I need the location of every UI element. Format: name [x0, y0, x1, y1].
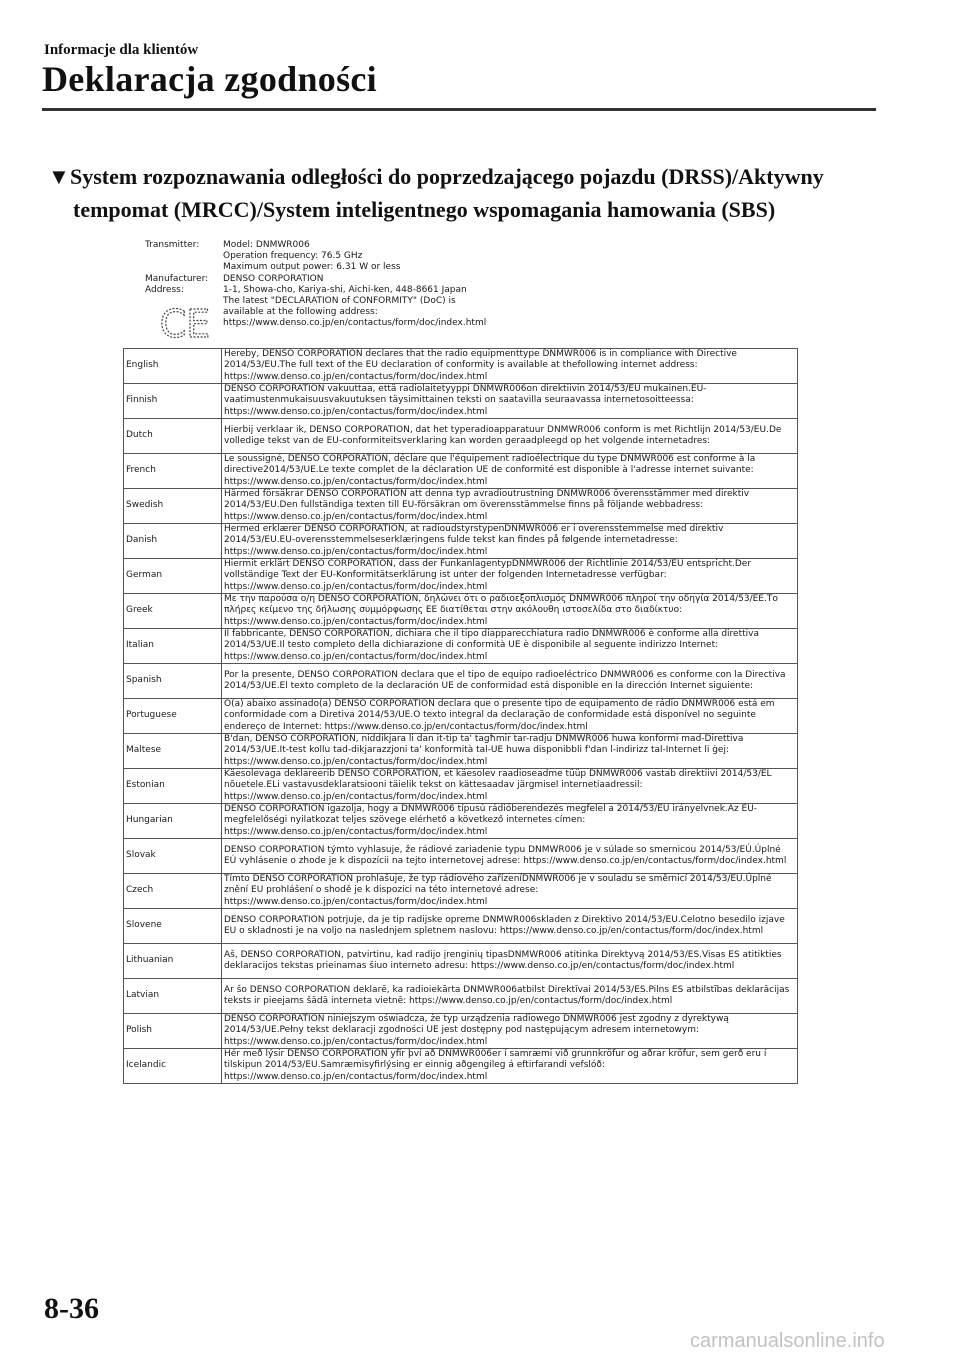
language-cell: Lithuanian — [124, 944, 222, 979]
declaration-text-cell: DENSO CORPORATION potrjuje, da je tip radijske opreme DNMWR006skladen z Direktivo 2014/53/EU.Celotno besedilo izjave EU o skladnosti je na voljo na naslednjem spletnem naslovu: https://www.denso.co.jp/en/contactus/form/doc/index.html — [222, 909, 798, 944]
language-cell: Finnish — [124, 384, 222, 419]
language-cell: Czech — [124, 874, 222, 909]
table-row — [124, 804, 798, 839]
table-row — [124, 1014, 798, 1049]
transmitter-label: Address: — [145, 284, 184, 295]
header-subtitle: Informacje dla klientów — [44, 42, 199, 58]
declaration-text-cell: Tímto DENSO CORPORATION prohlašuje, že typ rádiového zařízeníDNMWR006 je v souladu se směrnicí 2014/53/EU.Úplné znění EU prohlášení o shodě je k dispozici na této internetové adrese: https://www.denso.co.jp/en/contactus/form/doc/index.html — [222, 874, 798, 909]
language-cell: Danish — [124, 524, 222, 559]
language-cell: German — [124, 559, 222, 594]
transmitter-value: available at the following address: — [223, 307, 378, 318]
table-row — [124, 1049, 798, 1084]
page-title: Deklaracja zgodności — [42, 59, 377, 99]
transmitter-row — [145, 285, 486, 296]
section-heading-line1: System rozpoznawania odległości do poprzedzającego pojazdu (DRSS)/Aktywny — [70, 164, 824, 189]
table-row — [124, 559, 798, 594]
declaration-text-cell: DENSO CORPORATION vakuuttaa, että radiolaitetyyppi DNMWR006on direktiivin 2014/53/EU mukainen.EU-vaatimustenmukaisuusvakuutuksen täysimittainen teksti on saatavilla seuraavassa internetosoitteessa: https://www.denso.co.jp/en/contactus/form/doc/index.html — [222, 384, 798, 419]
language-cell: Greek — [124, 594, 222, 629]
language-cell: Italian — [124, 629, 222, 664]
table-row — [124, 839, 798, 874]
declaration-text-cell: Il fabbricante, DENSO CORPORATION, dichiara che il tipo diapparecchiatura radio DNMWR006 è conforme alla direttiva 2014/53/UE.Il testo completo della dichiarazione di conformità UE è disponibile al seguente indirizzo Internet: https://www.denso.co.jp/en/contactus/form/doc/index.html — [222, 629, 798, 664]
transmitter-value: Maximum output power: 6.31 W or less — [223, 262, 401, 273]
transmitter-value: Operation frequency: 76.5 GHz — [223, 251, 363, 262]
transmitter-label — [145, 262, 223, 273]
table-row — [124, 769, 798, 804]
table-row — [124, 524, 798, 559]
transmitter-value: DENSO CORPORATION — [223, 273, 324, 284]
ce-mark-text: CE — [160, 302, 210, 345]
declaration-text-cell: DENSO CORPORATION týmto vyhlasuje, že rádiové zariadenie typu DNMWR006 je v súlade so smernicou 2014/53/EÚ.Úplné EÚ vyhlásenie o zhode je k dispozícii na tejto internetovej adrese: https://www.denso.co.jp/en/contactus/form/doc/index.html — [222, 839, 798, 874]
table-row — [124, 979, 798, 1014]
table-row — [124, 664, 798, 699]
transmitter-label — [145, 251, 223, 262]
transmitter-label: Manufacturer: — [145, 273, 209, 284]
language-cell: Maltese — [124, 734, 222, 769]
declaration-table — [123, 348, 798, 1084]
declaration-text-cell: DENSO CORPORATION igazolja, hogy a DNMWR006 típusú rádióberendezés megfelel a 2014/53/EU irányelvnek.Az EU-megfelelőségi nyilatkozat teljes szövege elérhető a következő internetes címen: https://www.denso.co.jp/en/contactus/form/doc/index.html — [222, 804, 798, 839]
section-heading-line2: tempomat (MRCC)/System inteligentnego wspomagania hamowania (SBS) — [73, 197, 776, 222]
declaration-text-cell: Hierbij verklaar ik, DENSO CORPORATION, dat het typeradioapparatuur DNMWR006 conform is met Richtlijn 2014/53/EU.De volledige tekst van de EU-conformiteitsverklaring kan worden geraadpleegd op het volgende internetadres: — [222, 419, 798, 454]
ce-mark-icon — [160, 297, 210, 345]
declaration-text-cell: Με την παρούσα ο/η DENSO CORPORATION, δηλώνει ότι ο ραδιοεξοπλισμός DNMWR006 πληροί την οδηγία 2014/53/ΕΕ.Το πλήρες κείμενο της δήλωσης συμμόρφωσης ΕΕ διατίθεται στην ακόλουθη ιστοσελίδα στο διαδίκτυο: https://www.denso.co.jp/en/contactus/form/doc/index.html — [222, 594, 798, 629]
declaration-text-cell: Hiermit erklärt DENSO CORPORATION, dass der FunkanlagentypDNMWR006 der Richtlinie 2014/53/EU entspricht.Der vollständige Text der EU-Konformitätserklärung ist unter der folgenden Internetadresse verfügbar: https://www.denso.co.jp/en/contactus/form/doc/index.html — [222, 559, 798, 594]
transmitter-value: https://www.denso.co.jp/en/contactus/form/doc/index.html — [223, 318, 487, 329]
declaration-text-cell: Hér með lýsir DENSO CORPORATION yfir því að DNMWR006er í samræmi við grunnkröfur og aðrar kröfur, sem gerð eru í tilskipun 2014/53/EU.Samræmisyfirlýsing er einnig aðgengileg á eftirfarandi vefslóð: https://www.denso.co.jp/en/contactus/form/doc/index.html — [222, 1049, 798, 1084]
header-divider — [42, 108, 876, 111]
language-cell: Estonian — [124, 769, 222, 804]
language-cell: Hungarian — [124, 804, 222, 839]
declaration-text-cell: Por la presente, DENSO CORPORATION declara que el tipo de equipo radioeléctrico DNMWR006 es conforme con la Directiva 2014/53/UE.El texto completo de la declaración UE de conformidad está disponible en la dirección Internet siguiente: — [222, 664, 798, 699]
table-row — [124, 874, 798, 909]
table-row — [124, 699, 798, 734]
transmitter-row — [145, 251, 486, 262]
declaration-text-cell: Käesolevaga deklareerib DENSO CORPORATION, et käesolev raadioseadme tüüp DNMWR006 vastab direktiivi 2014/53/EL nõuetele.ELi vastavusdeklaratsiooni täielik tekst on kättesaadav järgmisel internetiaadressil: https://www.denso.co.jp/en/contactus/form/doc/index.html — [222, 769, 798, 804]
language-cell: French — [124, 454, 222, 489]
table-row — [124, 384, 798, 419]
language-cell: Portuguese — [124, 699, 222, 734]
language-cell: Icelandic — [124, 1049, 222, 1084]
transmitter-value: 1-1, Showa-cho, Kariya-shi, Aichi-ken, 448-8661 Japan — [223, 284, 467, 295]
table-row — [124, 909, 798, 944]
language-cell: Slovak — [124, 839, 222, 874]
transmitter-row — [145, 240, 486, 251]
language-cell: English — [124, 349, 222, 384]
transmitter-row — [145, 262, 486, 273]
declaration-text-cell: B'dan, DENSO CORPORATION, niddikjara li dan it-tip ta' tagħmir tar-radju DNMWR006 huwa konformi mad-Direttiva 2014/53/UE.It-test kollu tad-dikjarazzjoni ta' konformità tal-UE huwa disponibbli f'dan l-indirizz tal-Internet li ġej: https://www.denso.co.jp/en/contactus/form/doc/index.html — [222, 734, 798, 769]
transmitter-label: Transmitter: — [145, 240, 200, 250]
declaration-text-cell: Hereby, DENSO CORPORATION declares that the radio equipmenttype DNMWR006 is in compliance with Directive 2014/53/EU.The full text of the EU declaration of conformity is available at thefollowing internet address: https://www.denso.co.jp/en/contactus/form/doc/index.html — [222, 349, 798, 384]
triangle-marker-icon: ▼ — [48, 164, 70, 189]
language-cell: Latvian — [124, 979, 222, 1014]
table-row — [124, 454, 798, 489]
transmitter-row — [145, 274, 486, 285]
language-cell: Spanish — [124, 664, 222, 699]
declaration-text-cell: Hermed erklærer DENSO CORPORATION, at radioudstyrstypenDNMWR006 er i overensstemmelse med direktiv 2014/53/EU.EU-overensstemmelseserklæringens fulde tekst kan findes på følgende internetadresse: https://www.denso.co.jp/en/contactus/form/doc/index.html — [222, 524, 798, 559]
language-cell: Slovene — [124, 909, 222, 944]
language-cell: Polish — [124, 1014, 222, 1049]
page-number: 8-36 — [44, 1292, 99, 1325]
table-row — [124, 734, 798, 769]
transmitter-value: Model: DNMWR006 — [223, 240, 310, 250]
table-row — [124, 594, 798, 629]
declaration-text-cell: Ar šo DENSO CORPORATION deklarē, ka radioiekārta DNMWR006atbilst Direktīvai 2014/53/ES.Pilns ES atbilstības deklarācijas teksts ir pieejams šādā interneta vietnē: https://www.denso.co.jp/en/contactus/form/doc/index.html — [222, 979, 798, 1014]
table-row — [124, 349, 798, 384]
declaration-text-cell: Härmed försäkrar DENSO CORPORATION att denna typ avradioutrustning DNMWR006 överensstämmer med direktiv 2014/53/EU.Den fullständiga texten till EU-försäkran om överensstämmelse finns på följande webbadress: https://www.denso.co.jp/en/contactus/form/doc/index.html — [222, 489, 798, 524]
declaration-text-cell: Le soussigné, DENSO CORPORATION, déclare que l'équipement radioélectrique du type DNMWR006 est conforme à la directive2014/53/UE.Le texte complet de la déclaration UE de conformité est disponible à l'adresse internet suivante: https://www.denso.co.jp/en/contactus/form/doc/index.html — [222, 454, 798, 489]
language-cell: Dutch — [124, 419, 222, 454]
table-row — [124, 419, 798, 454]
table-row — [124, 489, 798, 524]
watermark: carmanualsonline.info — [690, 1330, 885, 1352]
section-heading — [48, 160, 878, 226]
declaration-text-cell: DENSO CORPORATION niniejszym oświadcza, że typ urządzenia radiowego DNMWR006 jest zgodny z dyrektywą 2014/53/UE.Pełny tekst deklaracji zgodności UE jest dostępny pod następującym adresem internetowym: https://www.denso.co.jp/en/contactus/form/doc/index.html — [222, 1014, 798, 1049]
table-row — [124, 944, 798, 979]
language-cell: Swedish — [124, 489, 222, 524]
transmitter-value: The latest "DECLARATION of CONFORMITY" (DoC) is — [223, 296, 456, 307]
declaration-text-cell: O(a) abaixo assinado(a) DENSO CORPORATION declara que o presente tipo de equipamento de rádio DNMWR006 está em conformidade com a Diretiva 2014/53/UE.O texto integral da declaração de conformidade está disponível no seguinte endereço de Internet: https://www.denso.co.jp/en/contactus/form/doc/index.html — [222, 699, 798, 734]
declaration-text-cell: Aš, DENSO CORPORATION, patvirtinu, kad radijo įrenginių tipasDNMWR006 atitinka Direktyvą 2014/53/ES.Visas ES atitikties deklaracijos tekstas prieinamas šiuo interneto adresu: https://www.denso.co.jp/en/contactus/form/doc/index.html — [222, 944, 798, 979]
table-row — [124, 629, 798, 664]
